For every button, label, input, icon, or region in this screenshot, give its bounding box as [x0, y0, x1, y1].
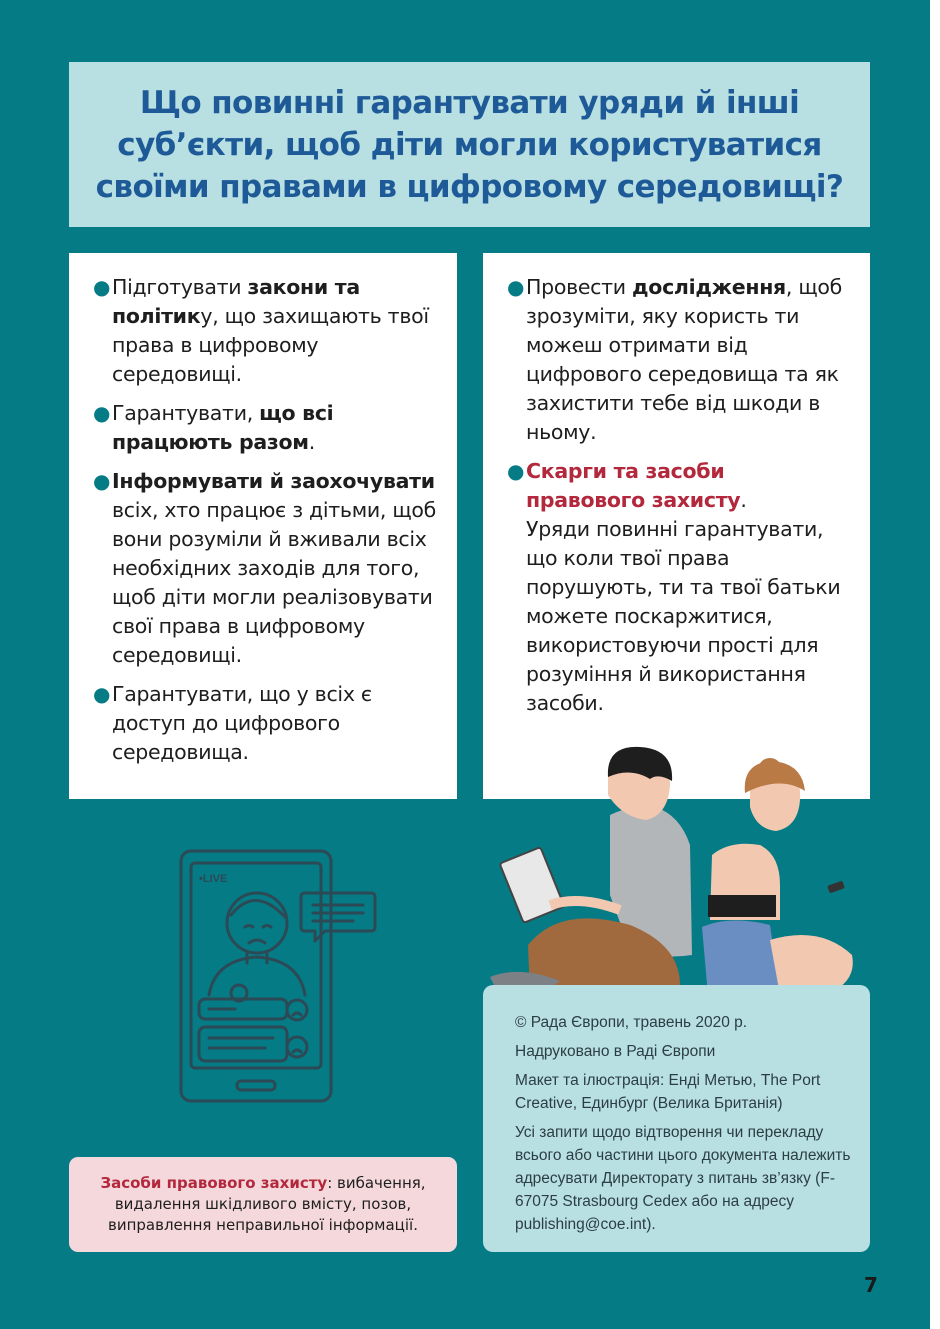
list-item: ● Гарантувати, що всі працюють разом. — [93, 401, 334, 454]
list-item: ● Інформувати й заохочувати всіх, хто працює з дітьми, щоб вони розуміли й вживали всіх необхідних заходів для того, щоб діти могли реалізовувати свої права в цифровому середовищі. — [93, 469, 436, 667]
phone-illustration — [175, 845, 385, 1110]
credit-line: Макет та ілюстрація: Енді Метью, The Port Creative, Единбург (Велика Британія) — [515, 1072, 821, 1112]
girl-hair-bun — [758, 758, 782, 782]
girl-shorts — [702, 920, 780, 995]
bullet-icon: ● — [507, 459, 525, 483]
laptop-icon — [500, 847, 565, 923]
left-bullet-list — [93, 273, 437, 767]
phone-frame — [181, 851, 331, 1101]
credit-line: Усі запити щодо відтворення чи перекладу всього або частини цього документа належить адресувати Директорату з питань зв’язку (F-67075 Strasbourg Cedex або на адресу publishing@coe.int). — [515, 1124, 851, 1233]
phone-home-button — [237, 1081, 275, 1090]
bullet-icon: ● — [507, 275, 525, 299]
list-item: ● Гарантувати, що у всіх є доступ до цифрового середовища. — [93, 682, 372, 764]
girl-top — [708, 895, 776, 917]
list-item: ● Провести дослідження, щоб зрозуміти, яку користь ти можеш отримати від цифрового середовища та як захистити тебе від шкоди в ньому. — [507, 275, 842, 444]
credit-line: © Рада Європи, травень 2020 р. — [515, 1014, 748, 1031]
page-title: Що повинні гарантувати уряди й інші суб’єкти, щоб діти могли користуватися своїми правами в цифровому середовищі? — [95, 84, 844, 205]
bullet-icon: ● — [93, 469, 111, 493]
list-item: ● Скарги та засоби правового захисту. Уряди повинні гарантувати, що коли твої права порушують, ти та твої батьки можете поскаржитися, використовуючи прості для розуміння й використання засоби. — [507, 459, 841, 715]
bullet-icon: ● — [93, 401, 111, 425]
title-banner — [69, 62, 870, 227]
definition-note — [69, 1157, 457, 1252]
credit-line: Надруковано в Раді Європи — [515, 1043, 716, 1060]
live-label: •LIVE — [199, 873, 228, 885]
page-edge — [930, 0, 940, 1329]
sad-face-icon — [287, 1037, 307, 1057]
list-item: ● Підготувати закони та політику, що захищають твої права в цифровому середовищі. — [93, 275, 429, 386]
credits-box — [483, 985, 870, 1252]
definition-text: Засоби правового захисту: вибачення, видалення шкідливого вмісту, позов, виправлення неправильної інформації. — [100, 1174, 426, 1234]
people-illustration — [480, 745, 880, 1005]
right-bullet-list — [507, 273, 850, 718]
sad-face-icon — [287, 1000, 307, 1020]
bullet-icon: ● — [93, 275, 111, 299]
right-card — [483, 253, 870, 799]
speech-bubble-icon — [301, 893, 375, 941]
page-number: 7 — [864, 1273, 878, 1297]
smartphone-icon — [827, 881, 845, 894]
left-card — [69, 253, 457, 799]
bullet-icon: ● — [93, 682, 111, 706]
